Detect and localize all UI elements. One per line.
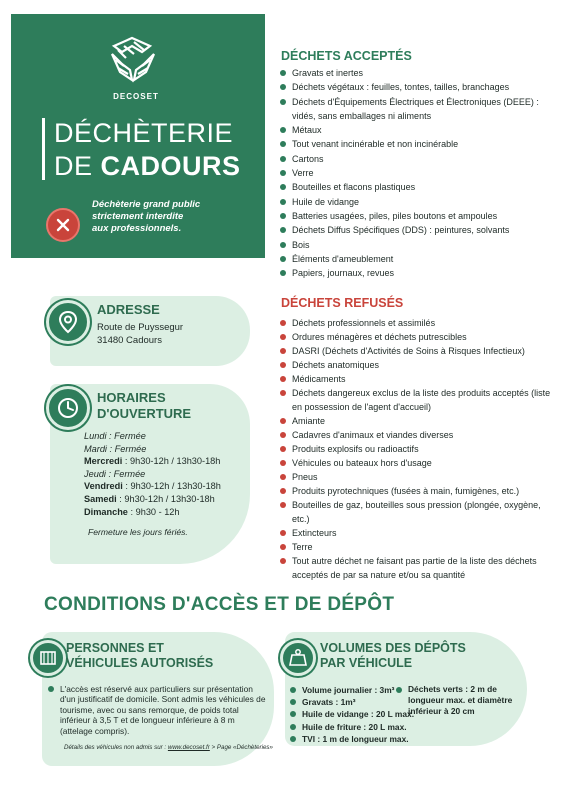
accepted-item — [278, 123, 558, 137]
accepted-item-text: Verre — [292, 168, 314, 179]
hours-day: Vendredi — [84, 481, 123, 492]
accepted-item-text: Huile de vidange — [292, 196, 360, 207]
accepted-item — [278, 195, 558, 209]
accepted-item — [278, 223, 558, 237]
refused-item — [278, 456, 558, 470]
accepted-item-text: Batteries usagées, piles, piles boutons et ampoules — [292, 210, 498, 221]
hours-day: Dimanche — [84, 506, 128, 517]
refused-item — [278, 372, 558, 386]
title-prefix: DE — [54, 151, 101, 181]
volume-item — [288, 696, 408, 708]
accepted-item-text: Métaux — [292, 125, 322, 136]
bullet — [280, 376, 286, 382]
volume-item — [288, 684, 408, 696]
accepted-item — [278, 137, 558, 151]
bullet — [280, 84, 286, 90]
refused-item — [278, 554, 558, 582]
volumes-heading: VOLUMES DES DÉPÔTS PAR VÉHICULE — [320, 641, 466, 670]
volume-item-text: Huile de friture : 20 L max. — [302, 721, 407, 732]
volume-item — [288, 708, 415, 720]
bullet — [280, 99, 286, 105]
bullet — [280, 213, 286, 219]
volume-item-text: TVI : 1 m de longueur max. — [302, 733, 409, 744]
note-prefix: Détails des véhicules non admis sur : — [64, 744, 168, 751]
accepted-item-text: Papiers, journaux, revues — [292, 268, 395, 279]
clock-icon — [46, 386, 90, 430]
refused-item-text: Produits explosifs ou radioactifs — [292, 444, 419, 454]
bullet — [280, 270, 286, 276]
refused-item — [278, 330, 558, 344]
refused-list — [278, 316, 558, 582]
bullet — [280, 502, 286, 508]
hours-row — [84, 506, 221, 519]
refused-item-text: Pneus — [292, 472, 318, 482]
bullet — [290, 687, 296, 693]
accepted-item — [278, 152, 558, 166]
hours-day: Mardi — [84, 443, 107, 454]
accepted-item — [278, 252, 558, 266]
volume-item-text: Huile de vidange : 20 L max. — [302, 709, 415, 720]
hours-time: 9h30-12h / 13h30-18h — [130, 481, 221, 492]
bullet — [280, 127, 286, 133]
decoset-link[interactable]: www.decoset.fr — [167, 744, 210, 751]
accepted-item-text: Déchets d'Équipements Électriques et Électroniques (DEEE) : vidés, sans emballages ni aliments — [292, 96, 539, 121]
accepted-title: DÉCHETS ACCEPTÉS — [281, 49, 412, 63]
accepted-item — [278, 66, 558, 80]
refused-item — [278, 344, 558, 358]
bullet — [290, 736, 296, 742]
refused-item — [278, 470, 558, 484]
bullet — [290, 711, 296, 717]
bullet — [280, 141, 286, 147]
refused-item-text: Déchets professionnels et assimilés — [292, 318, 436, 328]
bullet — [280, 184, 286, 190]
hours-time: 9h30-12h / 13h30-18h — [129, 456, 221, 467]
hours-separator: : — [122, 481, 131, 492]
hours-time: 9h30 - 12h — [135, 506, 180, 517]
bullet — [280, 70, 286, 76]
address-heading: ADRESSE — [97, 302, 160, 317]
bullet — [48, 686, 54, 692]
bullet — [280, 390, 286, 396]
refused-item — [278, 484, 558, 498]
refused-item-text: DASRI (Déchets d'Activités de Soins à Risques Infectieux) — [292, 346, 525, 356]
bullet — [396, 687, 402, 693]
note-suffix: > Page «Déchèteries» — [209, 744, 273, 751]
hours-day: Lundi — [84, 431, 107, 441]
logo-wordmark: DECOSET — [113, 92, 159, 101]
conditions-title: CONDITIONS D'ACCÈS ET DE DÉPÔT — [44, 594, 395, 615]
refused-item-text: Déchets anatomiques — [292, 360, 380, 370]
hours-day: Mercredi — [84, 456, 123, 467]
bullet — [280, 544, 286, 550]
hours-row — [84, 443, 221, 456]
bullet — [280, 530, 286, 536]
accepted-item — [278, 80, 558, 94]
bullet — [280, 446, 286, 452]
hours-time: Fermée — [114, 431, 146, 441]
accepted-item-text: Tout venant incinérable et non incinérable — [292, 139, 459, 150]
bullet — [280, 170, 286, 176]
bullet — [280, 256, 286, 262]
map-pin-icon — [46, 300, 90, 344]
volume-item — [288, 721, 408, 733]
refused-item-text: Produits pyrotechniques (fusées à main, fumigènes, etc.) — [292, 486, 520, 496]
accepted-item — [278, 95, 558, 124]
refused-item-text: Extincteurs — [292, 528, 337, 538]
hours-separator: : — [106, 443, 115, 454]
hours-heading-line1: HORAIRES — [97, 390, 166, 405]
hours-day: Samedi — [84, 493, 117, 504]
accepted-item-text: Bois — [292, 239, 310, 250]
hours-row — [84, 468, 221, 481]
accepted-item-text: Déchets Diffus Spécifiques (DDS) : peintures, solvants — [292, 225, 510, 236]
address-city: 31480 Cadours — [97, 335, 162, 346]
refused-item — [278, 498, 558, 526]
hours-time: Fermée — [113, 468, 146, 479]
hours-separator: : — [106, 431, 115, 441]
green-waste-text: Déchets verts : 2 m de longueur max. et diamètre inférieur à 20 cm — [408, 684, 513, 716]
bullet — [280, 199, 286, 205]
refused-item — [278, 526, 558, 540]
bullet — [280, 320, 286, 326]
address-street: Route de Puyssegur — [97, 322, 184, 333]
refused-item — [278, 358, 558, 372]
refused-item — [278, 386, 558, 414]
hours-row — [84, 480, 221, 493]
bullet — [280, 362, 286, 368]
refused-item — [278, 414, 558, 428]
volume-item-text: Gravats : 1m³ — [302, 697, 356, 708]
refused-item — [278, 442, 558, 456]
volume-item-text: Volume journalier : 3m³ — [302, 685, 395, 695]
accepted-list — [278, 66, 558, 280]
accepted-item-text: Gravats et inertes — [292, 68, 364, 78]
hours-row — [84, 430, 221, 443]
bullet — [280, 242, 286, 248]
green-waste-item — [408, 684, 526, 717]
accepted-item-text: Déchets végétaux : feuilles, tontes, tailles, branchages — [292, 82, 510, 93]
accepted-item-text: Cartons — [292, 153, 324, 164]
accepted-item-text: Éléments d'ameublement — [292, 253, 394, 264]
persons-note — [64, 744, 273, 751]
hours-heading-line2: D'OUVERTURE — [97, 406, 192, 421]
page-title-line1: DÉCHÈTERIE — [54, 118, 234, 148]
refused-title: DÉCHETS REFUSÉS — [281, 296, 404, 310]
bullet — [280, 474, 286, 480]
weight-icon — [280, 640, 316, 676]
vehicle-gate-icon — [30, 640, 66, 676]
accepted-item — [278, 209, 558, 223]
pro-ban-notice: Déchèterie grand public strictement interdite aux professionnels. — [92, 199, 201, 234]
hours-time: Fermée — [114, 443, 147, 454]
bullet — [280, 432, 286, 438]
hours-time: 9h30-12h / 13h30-18h — [124, 493, 215, 504]
bullet — [280, 488, 286, 494]
bullet — [290, 724, 296, 730]
accepted-item — [278, 238, 558, 252]
volumes-list — [288, 684, 415, 745]
accepted-item-text: Bouteilles et flacons plastiques — [292, 182, 416, 193]
refused-item-text: Tout autre déchet ne faisant pas partie de la liste des déchets acceptés de par sa nature et/ou sa quantité — [292, 556, 537, 580]
bullet — [280, 227, 286, 233]
title-accent-bar — [42, 118, 45, 180]
accepted-item — [278, 180, 558, 194]
address-text — [97, 321, 183, 347]
hours-separator: : — [116, 493, 125, 504]
bullet — [290, 699, 296, 705]
holiday-note: Fermeture les jours fériés. — [88, 527, 188, 537]
refused-item-text: Terre — [292, 542, 313, 552]
hours-separator: : — [105, 468, 114, 479]
decoset-logo — [104, 32, 162, 90]
bullet — [280, 348, 286, 354]
hours-separator: : — [127, 506, 136, 517]
bullet — [280, 334, 286, 340]
refused-item-text: Amiante — [292, 416, 326, 426]
opening-hours-list — [84, 430, 221, 518]
refused-item-text: Déchets dangereux exclus de la liste des produits acceptés (liste en possession de l'agent d'accueil) — [292, 388, 551, 412]
hours-day: Jeudi — [84, 468, 106, 479]
refused-item — [278, 316, 558, 330]
bullet — [280, 460, 286, 466]
page-title-line2 — [54, 151, 241, 182]
bullet — [280, 558, 286, 564]
volume-item — [288, 733, 408, 745]
persons-text-content: L'accès est réservé aux particuliers sur présentation d'un justificatif de domicile. Sont admis les véhicules de tourisme, avec ou sans remorque, de poids total inférieur à 3,5 T et de longueur inférieure à 8 m (attelage compris). — [60, 684, 266, 736]
persons-heading: PERSONNES ET VÉHICULES AUTORISÉS — [66, 641, 214, 670]
hours-separator: : — [122, 456, 130, 467]
refused-item-text: Véhicules ou bateaux hors d'usage — [292, 458, 432, 468]
hours-row — [84, 493, 221, 506]
no-pros-icon — [46, 208, 80, 242]
refused-item — [278, 540, 558, 554]
refused-item-text: Ordures ménagères et déchets putrescibles — [292, 332, 467, 342]
refused-item-text: Cadavres d'animaux et viandes diverses — [292, 430, 454, 440]
persons-text — [60, 684, 266, 736]
title-town: CADOURS — [100, 151, 241, 181]
accepted-item — [278, 166, 558, 180]
refused-item-text: Médicaments — [292, 374, 346, 384]
refused-item-text: Bouteilles de gaz, bouteilles sous pression (plongée, oxygène, etc.) — [292, 500, 541, 524]
hours-row — [84, 455, 221, 468]
bullet — [280, 156, 286, 162]
bullet — [280, 418, 286, 424]
refused-item — [278, 428, 558, 442]
accepted-item — [278, 266, 558, 280]
